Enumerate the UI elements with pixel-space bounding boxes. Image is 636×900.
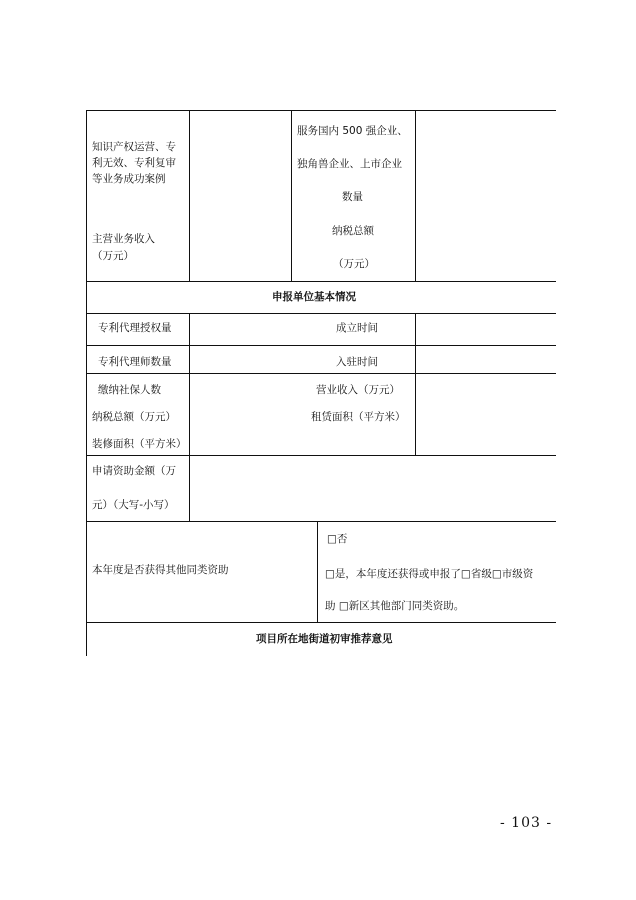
table-rule bbox=[317, 521, 318, 622]
top500-label-line: 独角兽企业、上市企业 bbox=[297, 158, 402, 170]
tax-total-label-line: （万元） bbox=[333, 258, 375, 270]
top500-label-line: 服务国内 500 强企业、 bbox=[297, 125, 408, 137]
option-yes-line: 助 □新区其他部门同类资助。 bbox=[325, 600, 465, 612]
ip-cases-label-line: 等业务成功案例 bbox=[92, 173, 166, 185]
similar-funding-label: 本年度是否获得其他同类资助 bbox=[92, 564, 229, 576]
tax-total-label-line: 纳税总额 bbox=[332, 225, 374, 237]
decoration-area-label: 装修面积（平方米） bbox=[92, 438, 187, 450]
revenue-label: 营业收入（万元） bbox=[316, 384, 400, 396]
table-rule bbox=[291, 110, 292, 281]
join-time-label: 入驻时间 bbox=[336, 356, 378, 368]
section-title-recommendation: 项目所在地街道初审推荐意见 bbox=[256, 633, 393, 645]
option-yes-checkbox[interactable]: □是，本年度还获得或申报了□省级□市级资 bbox=[325, 568, 534, 580]
table-rule bbox=[86, 373, 556, 374]
table-rule bbox=[86, 110, 87, 656]
table-rule bbox=[189, 110, 190, 281]
page-number: - 103 - bbox=[500, 815, 553, 831]
table-rule bbox=[189, 313, 190, 456]
table-rule bbox=[86, 110, 556, 111]
lease-area-label: 租赁面积（平方米） bbox=[311, 411, 406, 423]
ip-cases-label-line: 知识产权运营、专 bbox=[92, 141, 176, 153]
ip-cases-label-line: 利无效、专利复审 bbox=[92, 157, 176, 169]
section-title-basic-info: 申报单位基本情况 bbox=[272, 291, 356, 303]
tax-total-row-label: 纳税总额（万元） bbox=[92, 411, 176, 423]
top500-label-line: 数量 bbox=[342, 191, 363, 203]
social-insurance-label: 缴纳社保人数 bbox=[98, 384, 161, 396]
funding-amount-label-line: 申请资助金额（万 bbox=[92, 465, 176, 477]
table-rule bbox=[86, 281, 556, 282]
table-rule bbox=[189, 455, 190, 521]
established-time-label: 成立时间 bbox=[336, 322, 378, 334]
patent-agent-count-label: 专利代理师数量 bbox=[98, 356, 172, 368]
funding-amount-label-line: 元）（大写-小写） bbox=[92, 499, 175, 511]
table-rule bbox=[415, 313, 416, 456]
main-income-label-line: （万元） bbox=[92, 250, 134, 262]
option-no-checkbox[interactable]: □否 bbox=[327, 533, 348, 545]
table-rule bbox=[86, 622, 556, 623]
table-rule bbox=[415, 110, 416, 281]
main-income-label-line: 主营业务收入 bbox=[92, 233, 155, 245]
patent-grants-label: 专利代理授权量 bbox=[98, 322, 172, 334]
table-rule bbox=[86, 455, 556, 456]
table-rule bbox=[86, 313, 556, 314]
table-rule bbox=[86, 345, 556, 346]
table-rule bbox=[86, 521, 556, 522]
